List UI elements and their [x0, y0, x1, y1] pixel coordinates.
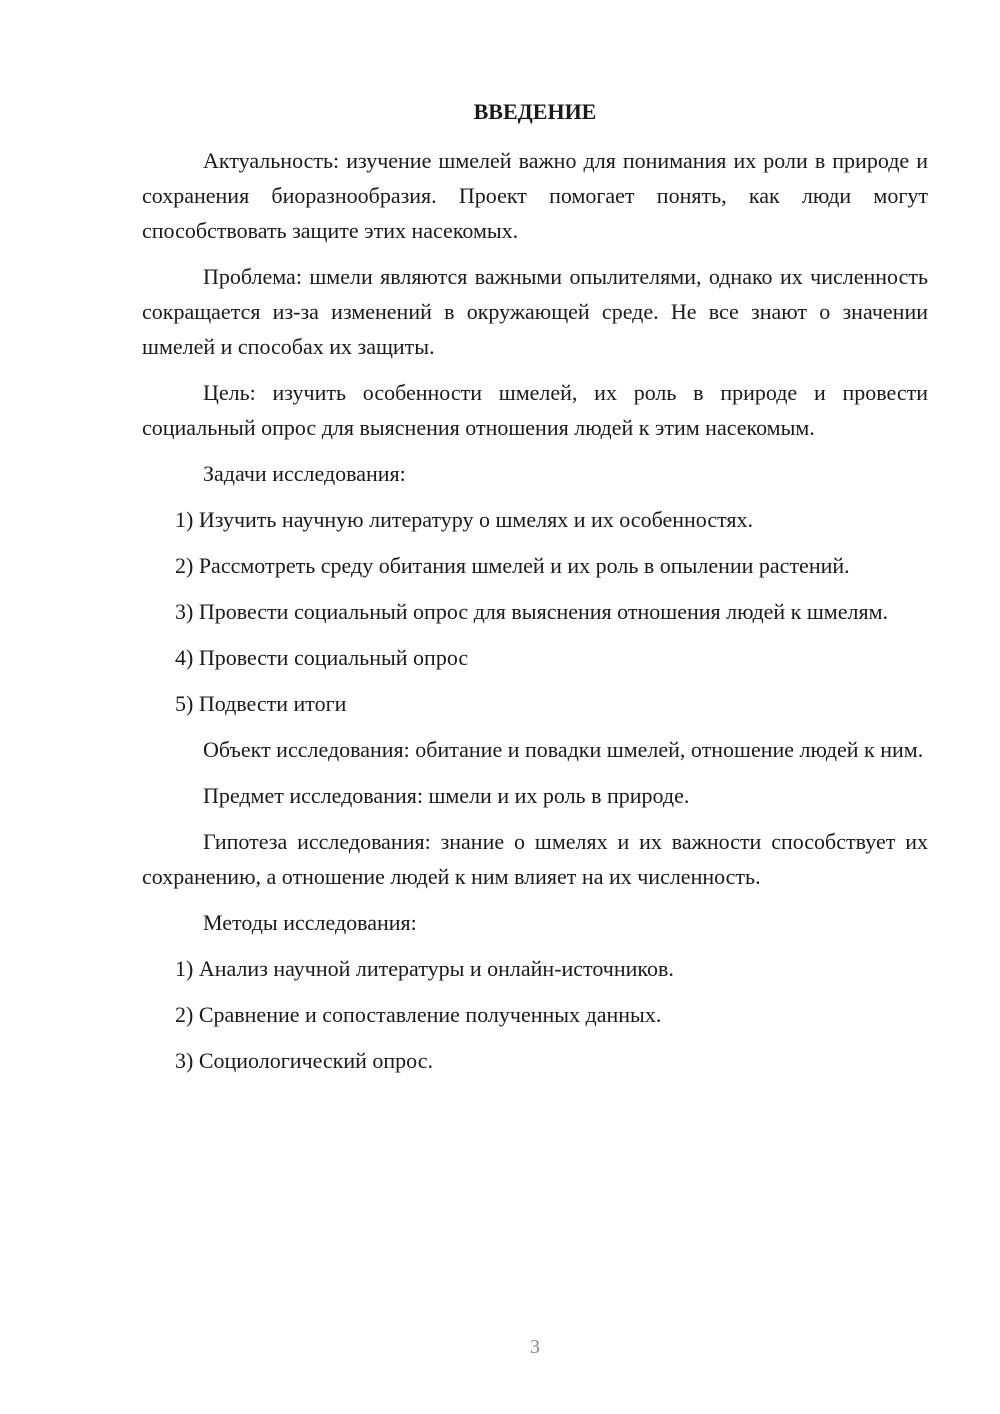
list-item-method-3: 3) Социологический опрос. [175, 1048, 433, 1073]
paragraph-hypothesis: Гипотеза исследования: знание о шмелях и их важности способствует их сохранению, а отношение людей к ним влияет на их численность. [142, 829, 928, 889]
list-item-task-5: 5) Подвести итоги [175, 691, 347, 716]
document-page [142, 0, 928, 1414]
section-heading: ВВЕДЕНИЕ [473, 99, 597, 124]
list-item-task-1: 1) Изучить научную литературу о шмелях и их особенностях. [175, 507, 754, 532]
paragraph-relevance: Актуальность: изучение шмелей важно для понимания их роли в природе и сохранения биоразнообразия. Проект помогает понять, как люди могут способствовать защите этих насекомых. [142, 148, 928, 243]
page-number: 3 [530, 1336, 540, 1358]
paragraph-methods-heading: Методы исследования: [203, 910, 417, 935]
list-item-method-2: 2) Сравнение и сопоставление полученных данных. [175, 1002, 662, 1027]
paragraph-goal: Цель: изучить особенности шмелей, их роль в природе и провести социальный опрос для выяснения отношения людей к этим насекомым. [142, 380, 928, 440]
list-item-task-3: 3) Провести социальный опрос для выяснения отношения людей к шмелям. [175, 599, 889, 624]
paragraph-tasks-heading: Задачи исследования: [203, 461, 406, 486]
paragraph-object: Объект исследования: обитание и повадки шмелей, отношение людей к ним. [203, 737, 924, 762]
list-item-task-4: 4) Провести социальный опрос [175, 645, 469, 670]
list-item-task-2: 2) Рассмотреть среду обитания шмелей и их роль в опылении растений. [175, 553, 850, 578]
list-item-method-1: 1) Анализ научной литературы и онлайн-источников. [175, 956, 674, 981]
paragraph-problem: Проблема: шмели являются важными опылителями, однако их численность сокращается из-за изменений в окружающей среде. Не все знают о значении шмелей и способах их защиты. [142, 264, 928, 359]
document-body [142, 143, 928, 1089]
paragraph-subject: Предмет исследования: шмели и их роль в природе. [203, 783, 690, 808]
